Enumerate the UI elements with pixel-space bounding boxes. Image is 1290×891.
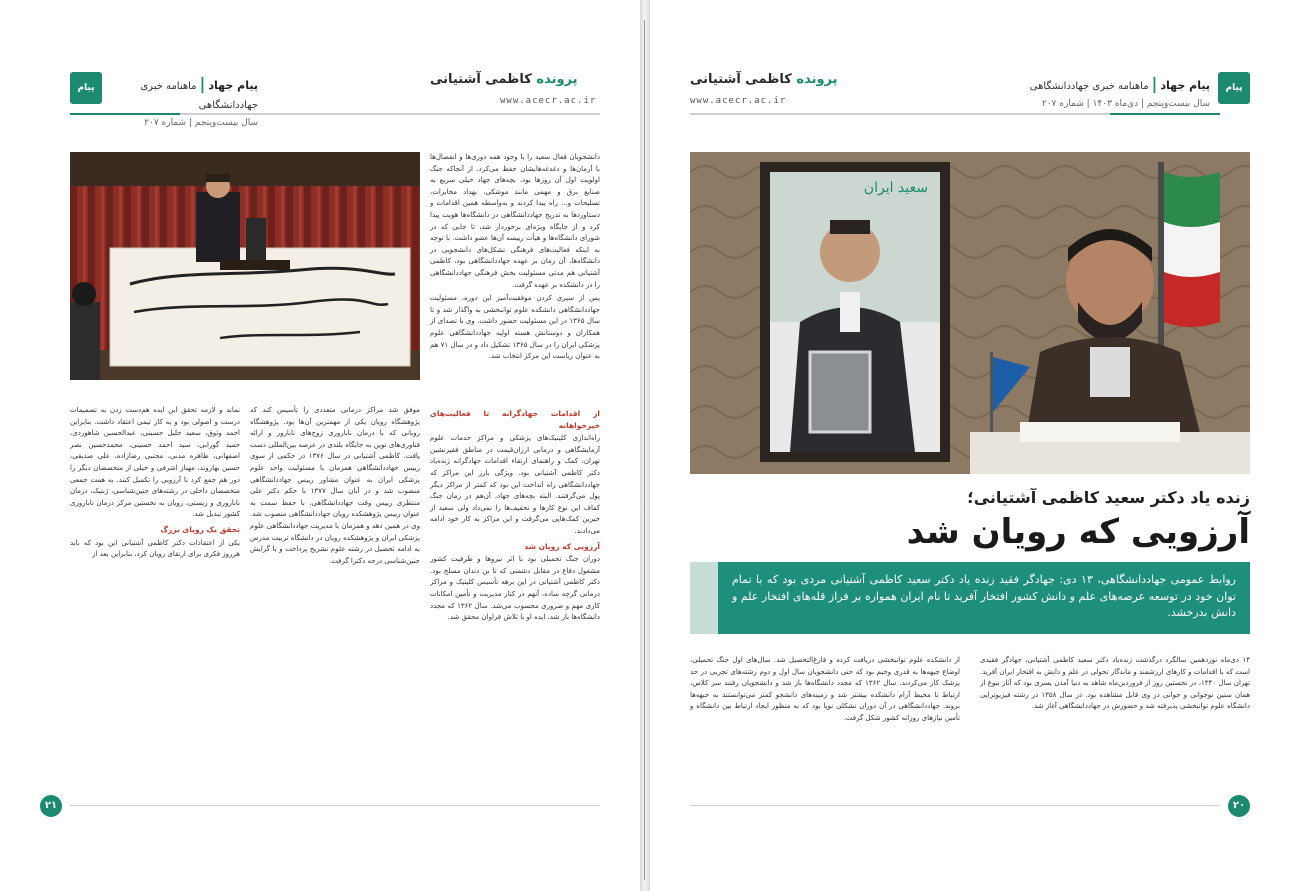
left-top-column-1 [430,152,600,392]
page-gutter [640,0,650,891]
subheading: از اقدامات جهادگرانه تا فعالیت‌های خیرخواهانه [430,409,600,430]
page-number: ۲۱ [40,795,62,817]
article-headline: آرزویی که رویان شد [906,512,1250,552]
section-title [690,72,860,87]
publication-logo: پیام جهاد [70,72,102,104]
left-bottom-column-left [70,405,240,793]
publication-brand: پیام جهاد|ماهنامه خبری جهاددانشگاهی سال بیست‌وپنجم | شماره ۲۰۷ [108,74,258,128]
footer-rule [70,805,600,806]
publication-name: پیام جهاد [1160,79,1210,92]
paragraph: از دانشکده علوم توانبخشی دریافت کرده و فارغ‌التحصیل شد. سال‌های اول جنگ تحمیلی، اوضاع جبهه‌ها به قدری وخیم بود که حتی دانشجویان سال اول و دوم رشته‌های تجربی در حد پزشک کار می‌کردند. سال ۱۳۶۲ که مجدد دانشگاه‌ها باز شد و دانشجویان رفتند سر کلاس، ارتباط با محیط آرام دانشکده بیشتر شد و زمینه‌های دانشجو کمتر می‌توانستند به جبهه‌ها بروند. جهاددانشگاهی در آن دوران تشکلی نوپا بود که به منظور ایجاد ارتباط بین دانشگاه و تأمین نیازهای روزانه کشور شکل گرفت. [690,656,960,722]
site-url: www.acecr.ac.ir [500,96,597,106]
left-bottom-column-right [430,405,600,793]
footer-rule [690,805,1220,806]
publication-subtitle: ماهنامه خبری جهاددانشگاهی [140,81,258,111]
lead-accent-tab [690,562,718,634]
paragraph: نماند و لازمه تحقق این ایده هم‌دست زدن به تصمیمات درست و اصولی بود و به کار تیمی اعتقاد داشت. بنابراین احمد وثوق، سعید جلیل حسینی، عبدالحسین شاهوردی، حمید گورابی، سید احمد حسینی، محمدحسین نصر اصفهانی، طاهره مدنی، مجتبی رضازاده، علی صدیقی، حسین بهاروند، مهناز اشرفی و خیلی از متخصصان دیگر را دور هم جمع کرد تا آرزویی را تکمیل کنند. به همت جمعی متخصصان داخلی در رشته‌های جنین‌شناسی، ژنتیک، درمان ناباروری و زیستی، رویان به نخستین مرکز درمان ناباروری کشور تبدیل شد. [70,406,240,519]
section-title [430,72,600,87]
subheading: تحقق یک رویای بزرگ [160,524,240,534]
right-column-b [690,655,960,790]
hero-photo-art [690,152,1250,474]
section-name: کاظمی آشتیانی [430,72,532,87]
issue-info: سال بیست‌وپنجم | دی‌ماه ۱۴۰۳ | شماره ۲۰۷ [1041,99,1210,109]
section-prefix: پرونده [796,72,838,87]
paragraph: موفق شد مراکز درمانی متعددی را تأسیس کند که پژوهشگاه رویان یکی از مهمترین آن‌ها بود. پژوهشگاه رویانی که با درمان ناباروری زوج‌های نابارور و ارائه فناوری‌های نوین به جایگاه بلندی در عرصه بین‌المللی دست یافت. کاظمی آشتیانی در سال ۱۳۷۶ در حکمی از سوی رییس جهاددانشگاهی همزمان با مسئولیت واحد علوم پزشکی ایران به عنوان مشاور رییس جهاددانشگاهی منصوب شد و در آبان سال ۱۳۷۷ با حکم دکتر علی منتظری رییس وقت جهاددانشگاهی، با حفظ سمت به عنوان رییس پژوهشکده رویان جهاددانشگاهی منصوب شد. وی در همین دهه و همزمان با مدیریت جهاددانشگاهی علوم پزشکی ایران و پژوهشکده رویان در دانشگاه تربیت مدرس به ادامه تحصیل در رشته علوم تشریح پرداخت و با گرایش جنین‌شناسی درجه دکترا گرفت. [250,406,420,565]
paragraph: دانشجویان فعال سعید را با وجود همه دوری‌ها و انفصال‌ها با آرمان‌ها و دغدغه‌هایشان حفظ می‌کرد. از آنجاکه جنگ اولویت اول آن روزها بود، بچه‌های جهاد خیلی سریع به صنایع برق و مهمی مانند موشکی، بهداد مخابرات، تسلیحات و... راه پیدا کردند و به‌واسطه همین اقدامات و دستاوردها به تدریج جهاددانشگاهی در دانشگاه‌ها هویت پیدا کرد و از جایگاه ویژه‌ای برخوردار شد، تا جایی که در شورای دانشگاه‌ها و هیأت رییسه آن‌ها عضو داشت. با توجه به اینکه فعالیت‌های فرهنگی تشکل‌های دانشجویی در دانشگاه‌ها، آن زمان بر عهده جهاددانشگاهی بود، کاظمی آشتیانی هم مدتی مسئولیت بخش فرهنگی جهاددانشگاهی را در دانشکده بر عهده گرفت. [430,153,600,289]
publication-name: پیام جهاد [208,79,258,92]
lecture-photo [70,152,420,380]
right-column-a [980,655,1250,790]
article-lead: روابط عمومی جهاددانشگاهی، ۱۳ دی: جهادگر فقید زنده یاد دکتر سعید کاظمی آشتیانی مردی بود که با تمام توان خود در توسعه عرصه‌های علم و دانش کشور افتخار آفرید تا نام ایران همواره بر فراز قله‌های افتخار علم و دانش بدرخشد. [718,562,1250,634]
hero-photo [690,152,1250,474]
paragraph: یکی از اعتقادات دکتر کاظمی آشتیانی این بود که باید هرروز فکری برای ارتقای رویان کرد، بنابراین بعد از [70,538,240,559]
lecture-photo-art [70,152,420,380]
publication-subtitle: ماهنامه خبری جهاددانشگاهی [1029,81,1149,92]
subheading: آرزویی که رویان شد [524,541,600,551]
paragraph: ۱۴ دی‌ماه نوزدهمین سالگرد درگذشت زنده‌یاد دکتر سعید کاظمی آشتیانی، جهادگر فقیدی است که با اقدامات و کارهای ارزشمند و ماندگار تحولی در علم و دانش به افتخار ایران آفرید. تهران سال ۱۳۴۰، در نخستین روز از فروردین‌ماه شاهد به دنیا آمدن پسری بود که آثار نبوغ از همان سنین نوجوانی و جوانی در وی قابل مشاهده بود. در سال ۱۳۵۸ در رشته فیزیوتراپی دانشگاه علوم توانبخشی پذیرفته شد و حضورش در جهاددانشگاهی آغاز شد. [980,656,1250,711]
header-accent-rule [70,113,180,115]
publication-brand: پیام جهاد|ماهنامه خبری جهاددانشگاهی سال بیست‌وپنجم | دی‌ماه ۱۴۰۳ | شماره ۲۰۷ [980,74,1210,109]
left-bottom-column-middle [250,405,420,793]
paragraph: پس از سپری کردن موفقیت‌آمیز این دوره، مسئولیت جهاددانشگاهی دانشکده علوم توانبخشی به واگذار شد و تا سال ۱۳۶۵ در این مسئولیت حضور داشت. وی با تصدای از همکاران و دوستانش هسته اولیه جهاددانشگاهی علوم پزشکی ایران را در سال ۱۳۶۵ تشکیل داد و در سال ۷۱ هم به عنوان ریاست این مرکز انتخاب شد. [430,294,600,361]
publication-logo: پیام جهاد [1218,72,1250,104]
paragraph: دوران جنگ تحمیلی بود با اثر نیروها و ظرفیت کشور مشغول دفاع در مقابل دشمنی که تا بن دندان مسلح بود. دکتر کاظمی آشتیانی در این برهه تأسیس کلینیک و مراکز درمانی گرچه ساده، آنهم در کنار مدیریت و تأمین امکانات کاری مهم و ضروری محسوب می‌شد. سال ۱۳۶۲ که مجدد دانشگاه‌ها باز شد، ایده او با تلاش فراوان محقق شد. [430,555,600,622]
frame-caption: سعید ایران [863,180,928,196]
article-kicker: زنده یاد دکتر سعید کاظمی آشتیانی؛ [967,488,1250,507]
paragraph: راه‌اندازی کلینیک‌های پزشکی و مراکز خدمات علوم آزمایشگاهی و درمانی ارزان‌قیمت در مناطق فقیرنشین تهران، کمک و راهنمای ارتقاء اقدامات جهادگرانه زنده‌یاد دکتر کاظمی آشتیانی بود. ویژگی بارز این مراکز که جهاددانشگاهی راه انداخت این بود که کمتر از مراکز دیگر پول می‌گرفتند. البته بچه‌های جهاد، آن‌هم در زمان جنگ کفاف این نوع کارها و تخفیف‌ها را نمی‌داد ولی سعید از خیرین کمک‌هایی می‌گرفت و این مراکز به کار خود ادامه می‌دادند. [430,434,600,535]
issue-info: سال بیست‌وپنجم | شماره ۲۰۷ [144,118,258,128]
header-accent-rule [1110,113,1220,115]
page-divider [644,20,645,880]
right-page [650,0,1290,891]
left-page [0,0,640,891]
page-number: ۲۰ [1228,795,1250,817]
section-name: کاظمی آشتیانی [690,72,792,87]
site-url: www.acecr.ac.ir [690,96,787,106]
section-prefix: پرونده [536,72,578,87]
